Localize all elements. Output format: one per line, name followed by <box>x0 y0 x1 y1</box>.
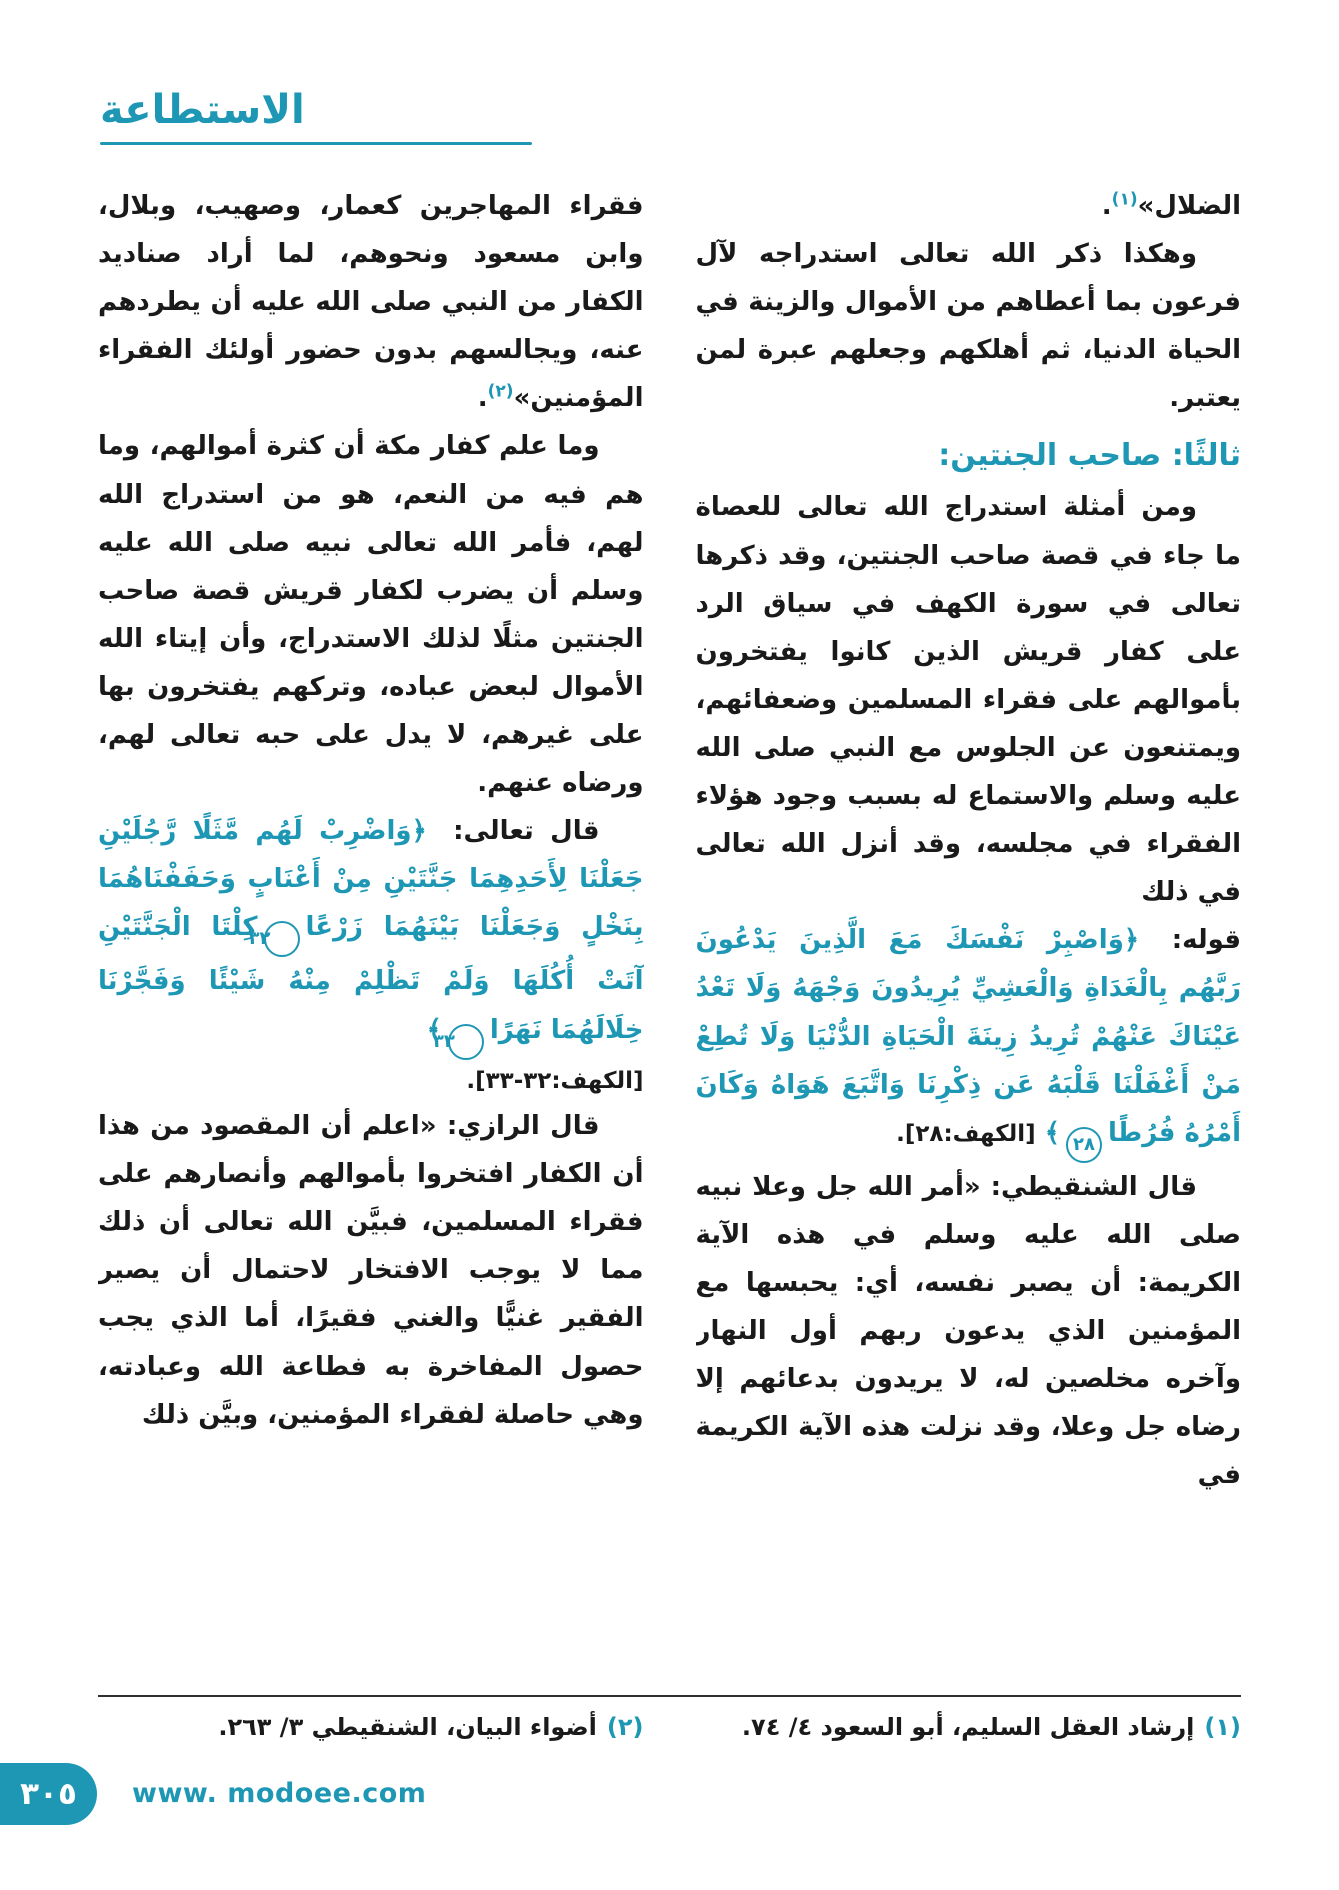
paragraph: وما علم كفار مكة أن كثرة أموالهم، وما هم فيه من النعم، هو من استدراج الله لهم، فأمر الله تعالى نبيه صلى الله عليه وسلم أن يضرب لكفار قريش قصة صاحب الجنتين مثلًا لذلك الاستدراج، وأن إيتاء الله الأموال لبعض عباده، وتركهم يفتخرون بها على غيرهم، لا يدل على حبه تعالى لهم، ورضاه عنهم. <box>98 431 644 799</box>
paragraph: قال الرازي: «اعلم أن المقصود من هذا أن الكفار افتخروا بأموالهم وأنصارهم على فقراء المسلمين، فبيَّن الله تعالى أن ذلك مما لا يوجب الافتخار لاحتمال أن يصير الفقير غنيًّا والغني فقيرًا، أما الذي يجب حصول المفاخرة به فطاعة الله وعبادته، وهي حاصلة لفقراء المؤمنين، وبيَّن ذلك <box>98 1111 644 1430</box>
footnote-ref-1: (١) <box>1111 189 1138 210</box>
footnote-number: (٢) <box>606 1713 644 1741</box>
paragraph-text: . <box>477 383 488 414</box>
quran-verse-text: وَاصْبِرْ نَفْسَكَ مَعَ الَّذِينَ يَدْعُونَ رَبَّهُم بِالْغَدَاةِ وَالْعَشِيِّ يُرِيدُونَ وَجْهَهُ وَلَا تَعْدُ عَيْنَاكَ عَنْهُمْ تُرِيدُ زِينَةَ الْحَيَاةِ الدُّنْيَا وَلَا تُطِعْ مَنْ أَغْفَلْنَا قَلْبَهُ عَن ذِكْرِنَا وَاتَّبَعَ هَوَاهُ وَكَانَ أَمْرُهُ فُرُطًا <box>695 925 1241 1148</box>
quran-verse-block <box>98 807 644 1059</box>
quran-close-bracket: ﴾ <box>1044 1117 1060 1148</box>
footnote-2 <box>98 1713 644 1741</box>
footnote-number: (١) <box>1204 1713 1241 1741</box>
right-column <box>696 182 1242 1499</box>
text-columns <box>98 182 1241 1499</box>
quran-reference: [الكهف:٢٨]. <box>896 1120 1036 1147</box>
quran-lead: قوله: <box>1171 925 1241 956</box>
footnote-text: أضواء البيان، الشنقيطي ٣/ ٢٦٣. <box>218 1713 597 1741</box>
footnotes-section <box>98 1695 1241 1741</box>
quran-open-bracket: ﴿ <box>1123 925 1140 956</box>
paragraph-continuation <box>98 182 644 422</box>
quran-text <box>98 816 644 1052</box>
quran-open-bracket: ﴿ <box>411 816 427 847</box>
paragraph: وهكذا ذكر الله تعالى استدراجه لآل فرعون بما أعطاهم من الأموال والزينة في الحياة الدنيا، ثم أهلكهم وجعلهم عبرة لمن يعتبر. <box>695 239 1241 414</box>
paragraph: ومن أمثلة استدراج الله تعالى للعصاة ما جاء في قصة صاحب الجنتين، وقد ذكرها تعالى في سورة الكهف في سياق الرد على كفار قريش الذين كانوا يفتخرون بأموالهم على فقراء المسلمين وضعفائهم، ويمتنعون عن الجلوس مع النبي صلى الله عليه وسلم والاستماع له بسبب وجود هؤلاء الفقراء في مجلسه، وقد أنزل الله تعالى في ذلك <box>695 492 1241 908</box>
section-heading: ثالثًا: صاحب الجنتين: <box>938 438 1241 474</box>
footnote-1 <box>696 1713 1242 1741</box>
footnote-text: إرشاد العقل السليم، أبو السعود ٤/ ٧٤. <box>741 1713 1195 1741</box>
ayah-number-badge: ٣٣ <box>448 1024 484 1060</box>
quran-verse-text: وَاضْرِبْ لَهُم مَّثَلًا رَّجُلَيْنِ جَعَلْنَا لِأَحَدِهِمَا جَنَّتَيْنِ مِنْ أَعْنَابٍ وَحَفَفْنَاهُمَا بِنَخْلٍ وَجَعَلْنَا بَيْنَهُمَا زَرْعًا <box>98 816 644 943</box>
paragraph-continuation <box>696 182 1242 230</box>
chapter-title: الاستطاعة <box>100 87 305 133</box>
header-rule <box>100 142 532 145</box>
quran-text <box>695 925 1242 1155</box>
website-url[interactable]: www. modoee.com <box>132 1778 427 1809</box>
ayah-number-badge: ٢٨ <box>1066 1127 1102 1163</box>
quran-verse-block <box>696 916 1242 1162</box>
page-header <box>100 86 532 145</box>
quran-verse-text: كِلْتَا الْجَنَّتَيْنِ آتَتْ أُكُلَهَا وَلَمْ تَظْلِمْ مِنْهُ شَيْئًا وَفَجَّرْنَا خِلَالَهُمَا نَهَرًا <box>98 912 644 1045</box>
paragraph: قال الشنقيطي: «أمر الله جل وعلا نبيه صلى الله عليه وسلم في هذه الآية الكريمة: أن يصبر نفسه، أي: يحبسها مع المؤمنين الذي يدعون ربهم أول النهار وآخره مخلصين له، لا يريدون بدعائهم إلا رضاه جل وعلا، وقد نزلت هذه الآية الكريمة في <box>695 1171 1241 1491</box>
footnote-ref-2: (٢) <box>487 381 514 402</box>
quran-reference: [الكهف:٣٢-٣٣]. <box>466 1067 644 1094</box>
paragraph-text: . <box>1101 191 1112 221</box>
ayah-number-badge: ٣٢ <box>264 921 300 957</box>
page-number-badge: ٣٠٥ <box>0 1763 97 1825</box>
quran-lead: قال تعالى: <box>453 816 600 847</box>
left-column <box>98 182 644 1499</box>
paragraph-text: الضلال» <box>1137 191 1241 221</box>
paragraph-text: فقراء المهاجرين كعمار، وصهيب، وبلال، وابن مسعود ونحوهم، لما أراد صناديد الكفار من النبي صلى الله عليه أن يطردهم عنه، ويجالسهم بدون حضور أولئك الفقراء المؤمنين» <box>98 191 644 414</box>
quran-close-bracket: ﴾ <box>426 1014 442 1045</box>
